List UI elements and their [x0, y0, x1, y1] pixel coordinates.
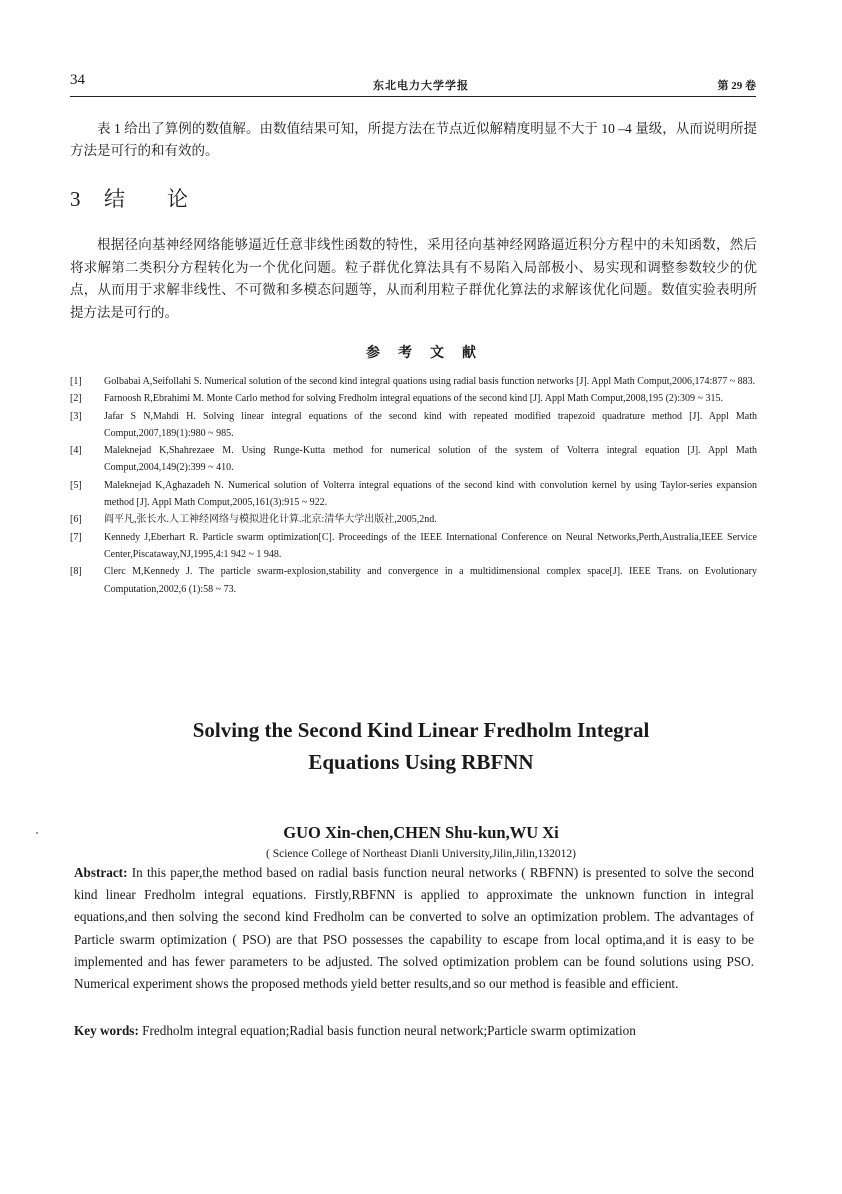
reference-text: Golbabai A,Seifollahi S. Numerical solution of the second kind integral quations using radial basis function networks [J]. Appl Math Comput,2006,174:877 ~ 883.: [104, 376, 756, 387]
abstract-label: Abstract:: [74, 865, 128, 880]
reference-item: [70, 373, 757, 390]
reference-text: Maleknejad K,Shahrezaee M. Using Runge-Kutta method for numerical solution of the system of Volterra integral equation [J]. Appl Math Comput,2004,149(2):399 ~ 410.: [104, 445, 757, 474]
reference-number: [3]: [70, 410, 82, 422]
section-number: 3: [70, 187, 81, 211]
header-rule: [70, 96, 756, 97]
reference-text: Jafar S N,Mahdi H. Solving linear integral equations of the second kind with repeated modified trapezoid quadrature method [J]. Appl Math Comput,2007,189(1):980 ~ 985.: [104, 410, 757, 439]
intro-paragraph: 表 1 给出了算例的数值解。由数值结果可知，所提方法在节点近似解精度明显不大于 10 ‒4 量级，从而说明所提方法是可行的和有效的。: [70, 121, 757, 158]
reference-text: 阎平凡,张长水.人工神经网络与模拟进化计算.北京:清华大学出版社,2005,2nd.: [104, 514, 437, 526]
reference-item: [70, 563, 757, 598]
reference-number: [5]: [70, 479, 82, 491]
reference-number: [4]: [70, 445, 82, 457]
conclusion-paragraph: 根据径向基神经网络能够逼近任意非线性函数的特性，采用径向基神经网路逼近积分方程中的未知函数，然后将求解第二类积分方程转化为一个优化问题。粒子群优化算法具有不易陷入局部极小、易实现和调整参数较少的优点，从而用于求解非线性、不可微和多模态问题等，从而利用粒子群优化算法的求解该优化问题。数值实验表明所提方法是可行的。: [70, 237, 757, 320]
english-title-line-1: Solving the Second Kind Linear Fredholm Integral: [192, 718, 650, 742]
journal-name: 东北电力大学学报: [373, 80, 469, 92]
section-title-char-2: 论: [167, 187, 188, 211]
reference-number: [1]: [70, 376, 82, 387]
reference-number: [2]: [70, 393, 82, 405]
reference-item: [70, 511, 757, 528]
english-affiliation: ( Science College of Northeast Dianli University,Jilin,Jilin,132012): [265, 848, 577, 860]
english-abstract: [74, 862, 754, 995]
reference-text: Farnoosh R,Ebrahimi M. Monte Carlo method for solving Fredholm integral equations of the second kind [J]. Appl Math Comput,2008,195 (2):309 ~ 315.: [104, 393, 723, 405]
reference-text: Maleknejad K,Aghazadeh N. Numerical solution of Volterra integral equations of the second kind with convolution kernel by using Taylor-series expansion method [J]. Appl Math Comput,2005,161(3):915 ~ 922.: [104, 479, 757, 509]
keywords-label: Key words:: [74, 1023, 139, 1038]
reference-text: Kennedy J,Eberhart R. Particle swarm optimization[C]. Proceedings of the IEEE International Conference on Neural Networks,Perth,Australia,IEEE Service Center,Piscataway,NJ,1995,4:1 942 ~ 1 948.: [104, 531, 757, 560]
keywords-text: Fredholm integral equation;Radial basis function neural network;Particle swarm optimization: [138, 1023, 636, 1038]
english-title: [0, 714, 842, 778]
abstract-text: In this paper,the method based on radial basis function neural networks ( RBFNN) is presented to solve the second kind linear Fredholm integral equations. Firstly,RBFNN is applied to approximate the unknown function in integral equations,and then solving the second kind Fredholm can be converted to solve an optimization problem. The advantages of Particle swarm optimization ( PSO) are that PSO possesses the capability to escape from local optima,and it is easy to be implemented and has fewer parameters to be adjusted. The solved optimization problem can be found solutions using PSO. Numerical experiment shows the proposed methods yield better results,and so our method is feasible and efficient.: [74, 865, 754, 992]
reference-item: [70, 529, 757, 564]
reference-number: [8]: [70, 566, 82, 578]
reference-text: Clerc M,Kennedy J. The particle swarm-explosion,stability and convergence in a multidimensional complex space[J]. IEEE Trans. on Evolutionary Computation,2002,6 (1):58 ~ 73.: [104, 566, 757, 595]
reference-item: [70, 477, 757, 512]
english-title-line-2: Equations Using RBFNN: [308, 750, 534, 774]
volume-label: 第 29 卷: [717, 80, 756, 92]
references-list: [70, 373, 757, 598]
reference-number: [6]: [70, 514, 82, 526]
references-title: 参考文献: [366, 346, 494, 361]
english-authors: GUO Xin-chen,CHEN Shu-kun,WU Xi: [283, 823, 559, 842]
section-heading: [70, 183, 188, 213]
reference-number: [7]: [70, 531, 82, 543]
margin-mark: [36, 832, 38, 834]
section-title-char-1: 结: [104, 187, 125, 211]
reference-item: [70, 442, 757, 477]
reference-item: [70, 408, 757, 443]
reference-item: [70, 390, 757, 407]
page-number: 34: [70, 72, 85, 88]
english-keywords: [74, 1020, 754, 1042]
